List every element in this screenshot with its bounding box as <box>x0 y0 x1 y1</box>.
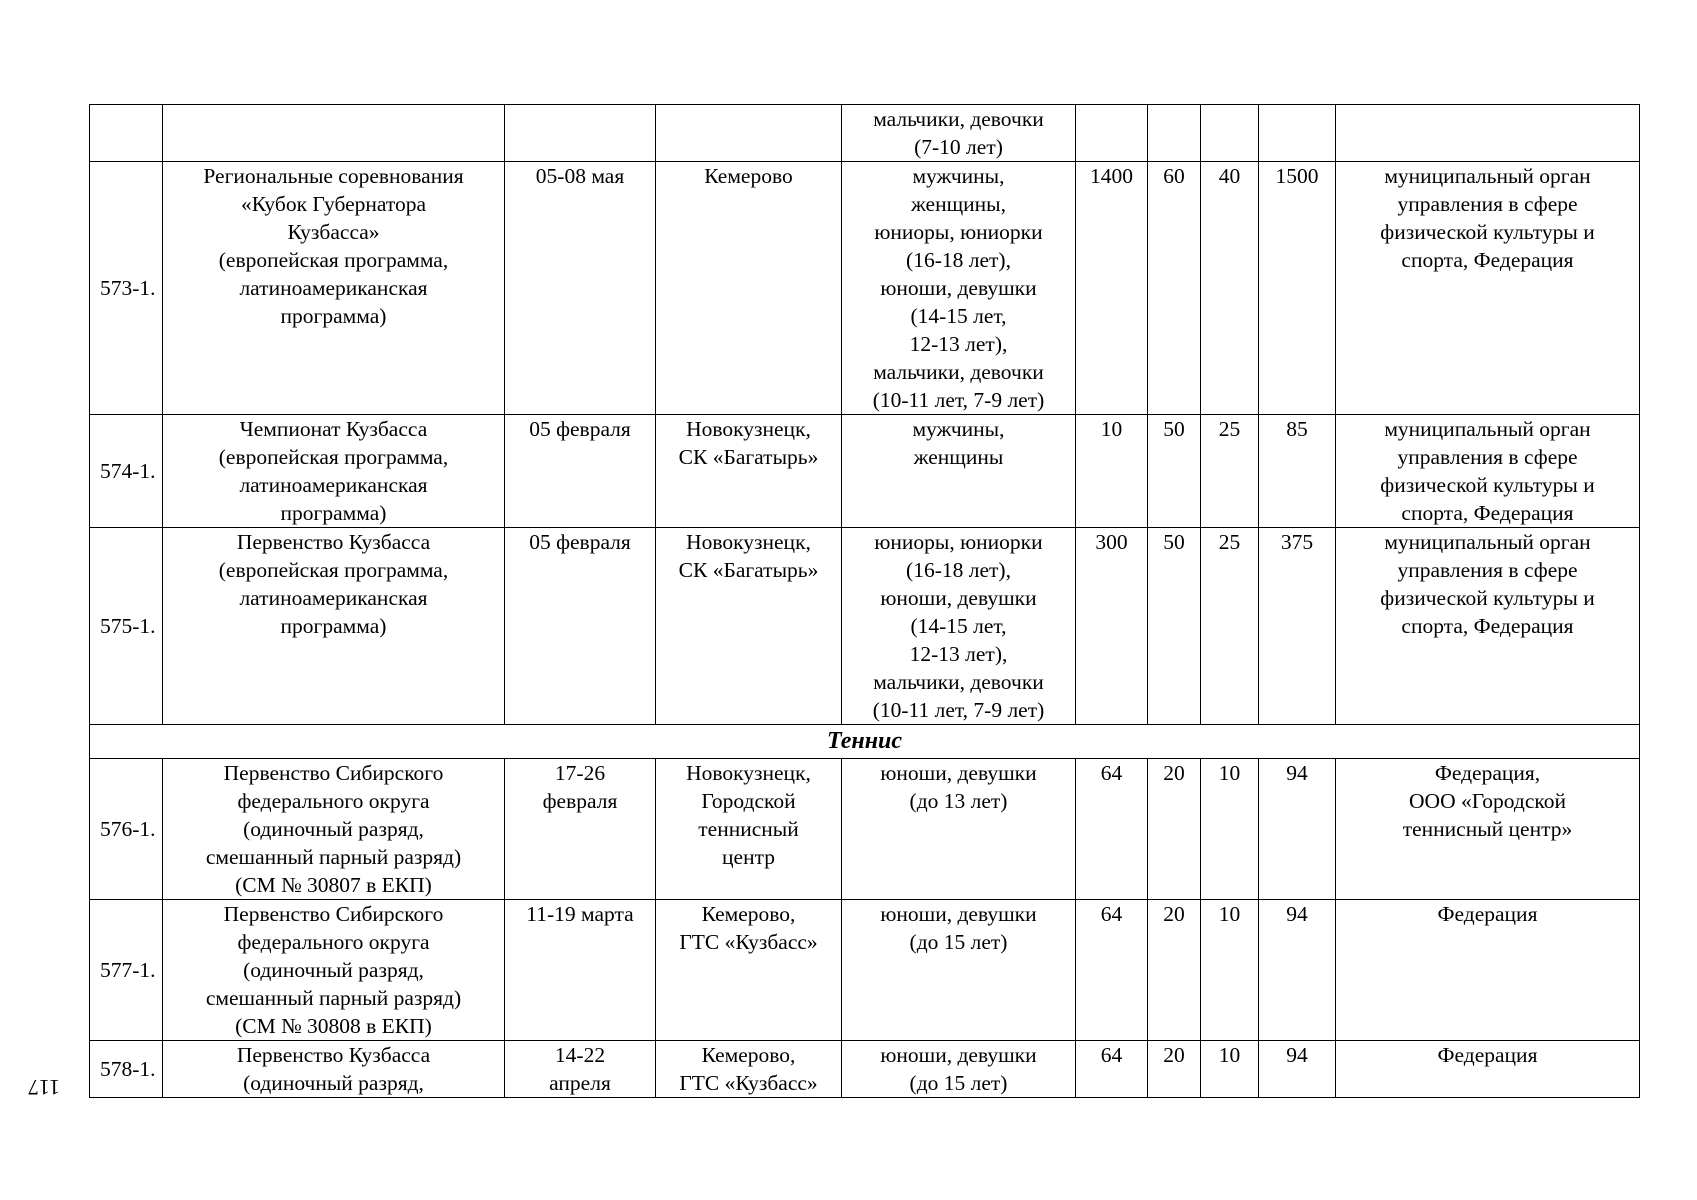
count-cell: 50 <box>1148 528 1201 725</box>
row-number: 573-1. <box>90 162 163 415</box>
count-cell: 20 <box>1148 900 1201 1041</box>
participants: юниоры, юниорки (16-18 лет), юноши, девушки (14-15 лет, 12-13 лет), мальчики, девочки (10-11 лет, 7-9 лет) <box>842 528 1076 725</box>
count-cell: 1400 <box>1076 162 1148 415</box>
row-number: 576-1. <box>90 759 163 900</box>
table-row <box>90 759 1640 900</box>
table-row <box>90 900 1640 1041</box>
event-name: Чемпионат Кузбасса (европейская программа, латиноамериканская программа) <box>163 415 505 528</box>
event-name: Региональные соревнования «Кубок Губернатора Кузбасса» (европейская программа, латиноамериканская программа) <box>163 162 505 415</box>
participants: юноши, девушки (до 13 лет) <box>842 759 1076 900</box>
count-cell <box>1076 105 1148 162</box>
participants: юноши, девушки (до 15 лет) <box>842 1041 1076 1098</box>
table-row <box>90 1041 1640 1098</box>
count-cell <box>1259 105 1336 162</box>
count-cell: 64 <box>1076 900 1148 1041</box>
row-number: 577-1. <box>90 900 163 1041</box>
count-cell: 85 <box>1259 415 1336 528</box>
count-cell: 25 <box>1201 415 1259 528</box>
organizer: Федерация <box>1336 1041 1640 1098</box>
event-place: Новокузнецк, Городской теннисный центр <box>656 759 842 900</box>
event-place: Кемерово, ГТС «Кузбасс» <box>656 1041 842 1098</box>
event-date: 14-22 апреля <box>505 1041 656 1098</box>
count-cell <box>1148 105 1201 162</box>
table-row <box>90 415 1640 528</box>
count-cell: 375 <box>1259 528 1336 725</box>
participants: мужчины, женщины, юниоры, юниорки (16-18 лет), юноши, девушки (14-15 лет, 12-13 лет), мальчики, девочки (10-11 лет, 7-9 лет) <box>842 162 1076 415</box>
row-number: 578-1. <box>90 1041 163 1098</box>
count-cell: 20 <box>1148 759 1201 900</box>
count-cell <box>1201 105 1259 162</box>
event-place: Новокузнецк, СК «Багатырь» <box>656 528 842 725</box>
event-name: Первенство Сибирского федерального округа (одиночный разряд, смешанный парный разряд) (СМ № 30807 в ЕКП) <box>163 759 505 900</box>
row-number <box>90 105 163 162</box>
event-name: Первенство Сибирского федерального округа (одиночный разряд, смешанный парный разряд) (СМ № 30808 в ЕКП) <box>163 900 505 1041</box>
count-cell: 10 <box>1201 900 1259 1041</box>
table-row <box>90 162 1640 415</box>
count-cell: 10 <box>1076 415 1148 528</box>
event-place <box>656 105 842 162</box>
event-place: Новокузнецк, СК «Багатырь» <box>656 415 842 528</box>
organizer: муниципальный орган управления в сфере физической культуры и спорта, Федерация <box>1336 415 1640 528</box>
organizer: муниципальный орган управления в сфере физической культуры и спорта, Федерация <box>1336 162 1640 415</box>
participants: мужчины, женщины <box>842 415 1076 528</box>
participants: мальчики, девочки (7-10 лет) <box>842 105 1076 162</box>
organizer: муниципальный орган управления в сфере физической культуры и спорта, Федерация <box>1336 528 1640 725</box>
count-cell: 25 <box>1201 528 1259 725</box>
count-cell: 94 <box>1259 900 1336 1041</box>
organizer <box>1336 105 1640 162</box>
count-cell: 60 <box>1148 162 1201 415</box>
event-place: Кемерово, ГТС «Кузбасс» <box>656 900 842 1041</box>
event-name <box>163 105 505 162</box>
event-place: Кемерово <box>656 162 842 415</box>
count-cell: 64 <box>1076 759 1148 900</box>
count-cell: 20 <box>1148 1041 1201 1098</box>
count-cell: 64 <box>1076 1041 1148 1098</box>
event-date: 05 февраля <box>505 415 656 528</box>
row-number: 574-1. <box>90 415 163 528</box>
event-date <box>505 105 656 162</box>
count-cell: 50 <box>1148 415 1201 528</box>
page-number: 117 <box>27 1075 60 1100</box>
event-date: 11-19 марта <box>505 900 656 1041</box>
event-date: 17-26 февраля <box>505 759 656 900</box>
organizer: Федерация, ООО «Городской теннисный центр» <box>1336 759 1640 900</box>
event-date: 05 февраля <box>505 528 656 725</box>
count-cell: 1500 <box>1259 162 1336 415</box>
table-row <box>90 528 1640 725</box>
table-row <box>90 105 1640 162</box>
row-number: 575-1. <box>90 528 163 725</box>
event-name: Первенство Кузбасса (европейская программа, латиноамериканская программа) <box>163 528 505 725</box>
organizer: Федерация <box>1336 900 1640 1041</box>
count-cell: 94 <box>1259 1041 1336 1098</box>
section-row <box>90 725 1640 759</box>
schedule-table <box>89 104 1640 1098</box>
count-cell: 10 <box>1201 1041 1259 1098</box>
count-cell: 40 <box>1201 162 1259 415</box>
section-title: Теннис <box>90 725 1640 759</box>
participants: юноши, девушки (до 15 лет) <box>842 900 1076 1041</box>
event-date: 05-08 мая <box>505 162 656 415</box>
count-cell: 94 <box>1259 759 1336 900</box>
count-cell: 300 <box>1076 528 1148 725</box>
event-name: Первенство Кузбасса (одиночный разряд, <box>163 1041 505 1098</box>
count-cell: 10 <box>1201 759 1259 900</box>
